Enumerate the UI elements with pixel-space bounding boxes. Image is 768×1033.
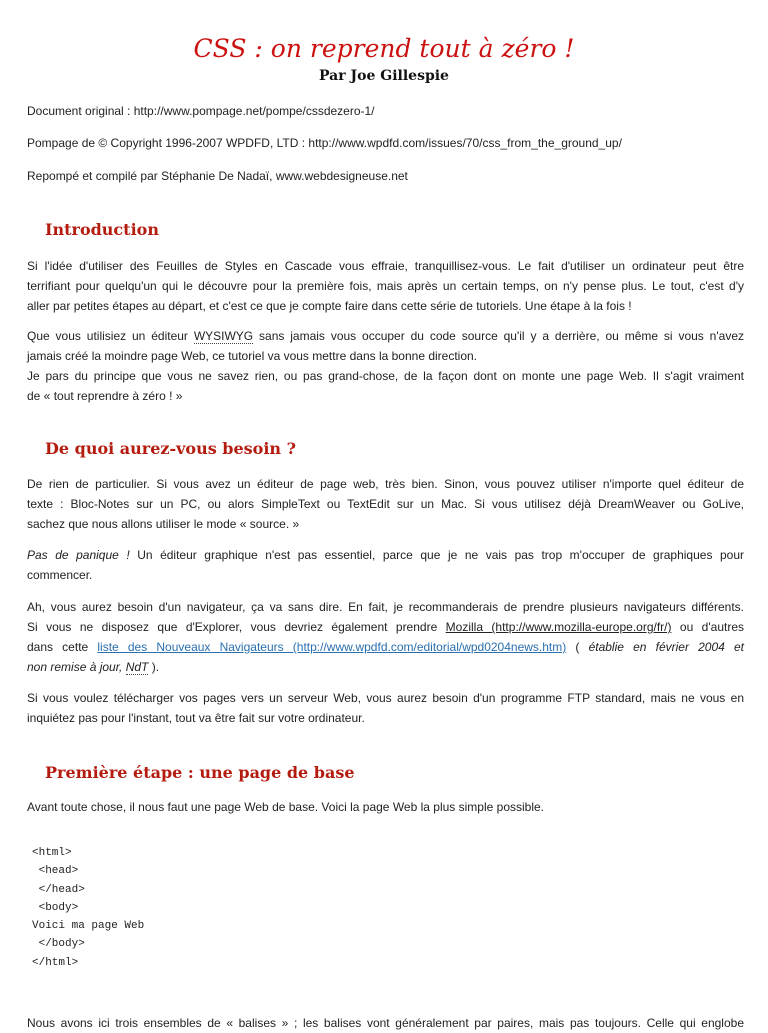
text-line: De rien de particulier. Si vous avez un éditeur de page web, très bien. Sinon, vous pouvez utiliser n'importe quel éditeur de (27, 477, 744, 491)
text-line: Si vous voulez télécharger vos pages vers un serveur Web, vous aurez besoin d'un programme FTP standard, mais ne vous en (27, 691, 744, 705)
text-line: inquiétez pas pour l'instant, tout va être fait sur votre ordinateur. (27, 711, 365, 725)
text-line: terrifiant pour quelqu'un qui le découvre pour la première fois, mais après un certain temps, on n'y pense plus. Le tout, c'est d'y (27, 279, 744, 293)
author-byline: Par Joe Gillespie (319, 68, 449, 84)
no-panic-text: Pas de panique ! (27, 548, 130, 562)
first-step-paragraph: Avant toute chose, il nous faut une page Web de base. Voici la page Web la plus simple possible. (27, 800, 545, 814)
wysiwyg-abbreviation: WYSIWYG (193, 329, 254, 343)
text-line: texte : Bloc-Notes sur un PC, ou alors SimpleText ou TextEdit sur un Mac. Si vous utilisez déjà DreamWeaver ou GoLive, (27, 497, 744, 511)
compiled-by-line: Repompé et compilé par Stéphanie De Nadaï, www.webdesigneuse.net (27, 169, 408, 183)
text-line: aller par petites étapes au départ, et c'est ce que je compte faire dans cette série de tutoriels. Une étape à la fois ! (27, 299, 632, 313)
requirements-paragraph-3 (27, 597, 744, 677)
document-title: CSS : on reprend tout à zéro ! (193, 34, 575, 63)
intro-paragraph-2 (27, 326, 744, 406)
requirements-paragraph-2 (27, 545, 744, 585)
text-line: Ah, vous aurez besoin d'un navigateur, ça va sans dire. En fait, je recommanderais de prendre plusieurs navigateurs différents. (27, 600, 744, 614)
heading-first-step: Première étape : une page de base (45, 763, 355, 782)
copyright-line: Pompage de © Copyright 1996-2007 WPDFD, LTD : http://www.wpdfd.com/issues/70/css_from_the_ground_up/ (27, 136, 622, 150)
text-line: jamais créé la moindre page Web, ce tutoriel va vous mettre dans la bonne direction. (27, 349, 478, 363)
ndt-abbreviation: NdT (125, 660, 149, 674)
heading-introduction: Introduction (45, 220, 159, 239)
intro-paragraph-1 (27, 256, 744, 316)
requirements-paragraph-4 (27, 688, 744, 728)
text-line: Je pars du principe que vous ne savez rien, ou pas grand-chose, de la façon dont on monte une page Web. Il s'agit vraiment (27, 369, 744, 383)
text-line: de « tout reprendre à zéro ! » (27, 389, 183, 403)
text-line: Nous avons ici trois ensembles de « balises » ; les balises vont généralement par paires, mais pas toujours. Celle qui englobe (27, 1016, 744, 1030)
heading-requirements: De quoi aurez-vous besoin ? (45, 439, 296, 458)
original-document-line: Document original : http://www.pompage.net/pompe/cssdezero-1/ (27, 104, 375, 118)
mozilla-link[interactable]: Mozilla (http://www.mozilla-europe.org/fr/) (445, 620, 672, 634)
text-line: Si vous ne disposez que d'Explorer, vous devriez également prendre Mozilla (http://www.mozilla-europe.org/fr/) ou d'autres (27, 620, 744, 634)
text-line: non remise à jour, NdT ). (27, 660, 160, 674)
new-browsers-list-link[interactable]: liste des Nouveaux Navigateurs (http://www.wpdfd.com/editorial/wpd0204news.htm) (97, 640, 567, 654)
html-code-example: <html> <head> </head> <body> Voici ma page Web </body> </html> (32, 847, 145, 969)
text-line: Pas de panique ! Un éditeur graphique n'est pas essentiel, parce que je ne vais pas trop m'occuper de graphiques pour (27, 548, 744, 562)
text-line: Si l'idée d'utiliser des Feuilles de Styles en Cascade vous effraie, tranquillisez-vous. Le fait d'utiliser un ordinateur peut être (27, 259, 744, 273)
text-line: Que vous utilisiez un éditeur WYSIWYG sans jamais vous occuper du code source qu'il y a derrière, ou même si vous n'avez (27, 329, 744, 343)
text-line: commencer. (27, 568, 93, 582)
text-line: sachez que nous allons utiliser le mode « source. » (27, 517, 300, 531)
requirements-paragraph-1 (27, 474, 744, 534)
text-line: dans cette liste des Nouveaux Navigateurs (http://www.wpdfd.com/editorial/wpd0204news.htm) ( établie en février 2004 et (27, 640, 744, 654)
first-step-paragraph-2 (27, 1013, 744, 1033)
